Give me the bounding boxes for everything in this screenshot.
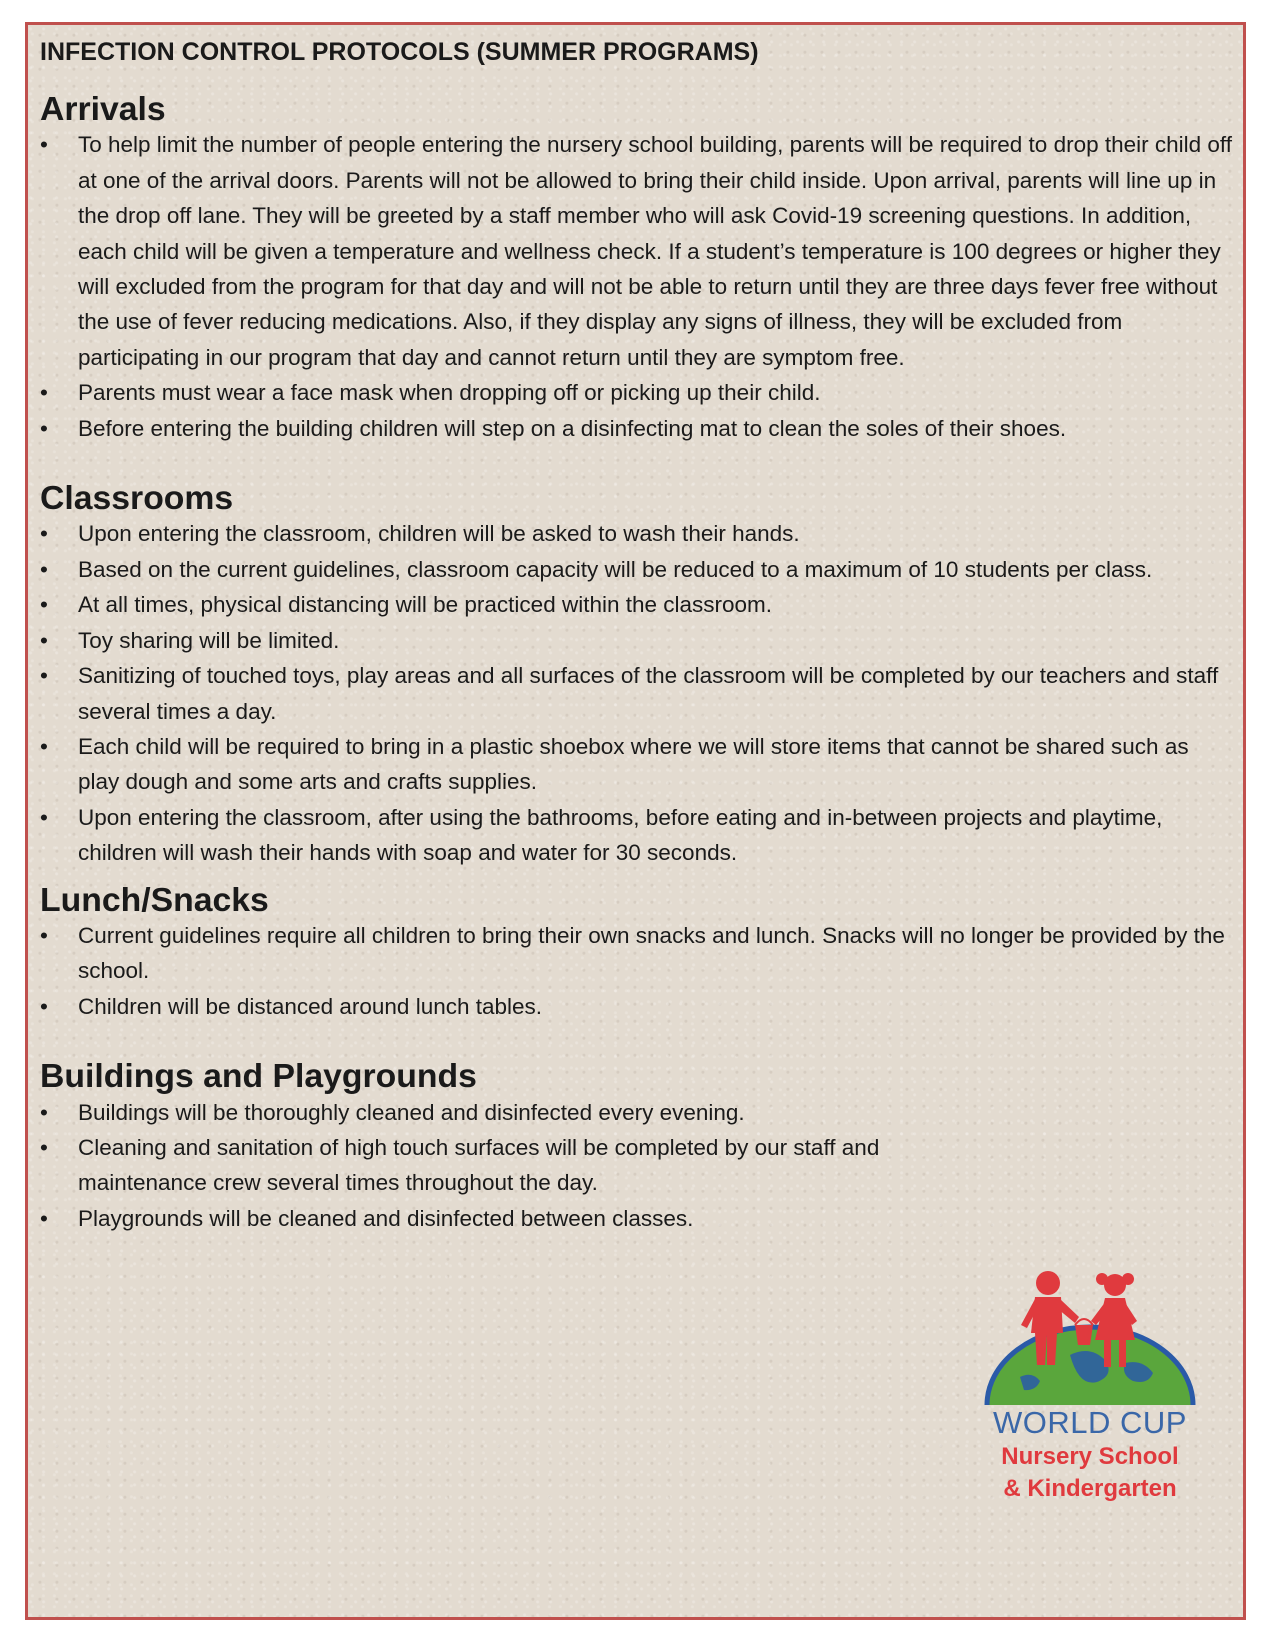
bucket-icon xyxy=(1075,1319,1093,1345)
logo-world-cup: WORLD CUP xyxy=(993,1405,1187,1440)
list-item: • To help limit the number of people entering the nursery school building, parents will be required to drop their child off at one of the arrival doors. Parents will not be allowed to bring their child inside. Upon arrival, parents will line up in the drop off lane. They will be greeted by a staff member who will ask Covid-19 screening questions. In addition, each child will be given a temperature and wellness check. If a student’s temperature is 100 degrees or higher they will excluded from the program for that day and will not be able to return until they are three days fever free without the use of fever reducing medications. Also, if they display any signs of illness, they will be excluded from participating in our program that day and cannot return until they are symptom free. xyxy=(40,127,1236,375)
section-heading-arrivals: Arrivals xyxy=(40,90,166,128)
list-item: • Parents must wear a face mask when dropping off or picking up their child. xyxy=(40,375,1236,410)
section-lunch-snacks xyxy=(40,880,1236,1025)
list-item: • Toy sharing will be limited. xyxy=(40,623,1236,658)
buildings-list xyxy=(40,1095,910,1237)
logo-kindergarten: & Kindergarten xyxy=(1003,1475,1177,1502)
list-item: • Cleaning and sanitation of high touch surfaces will be completed by our staff and maintenance crew several times throughout the day. xyxy=(40,1130,910,1201)
section-heading-lunch: Lunch/Snacks xyxy=(40,880,269,919)
lunch-list xyxy=(40,918,1236,1024)
section-heading-buildings: Buildings and Playgrounds xyxy=(40,1057,477,1096)
list-item: • Sanitizing of touched toys, play areas and all surfaces of the classroom will be completed by our teachers and staff several times a day. xyxy=(40,658,1236,729)
school-logo xyxy=(975,1265,1205,1530)
list-item: • Current guidelines require all children to bring their own snacks and lunch. Snacks will no longer be provided by the school. xyxy=(40,918,1236,989)
section-arrivals xyxy=(40,92,1236,446)
list-item: • Upon entering the classroom, after using the bathrooms, before eating and in-between projects and playtime, children will wash their hands with soap and water for 30 seconds. xyxy=(40,800,1236,871)
list-item: • Based on the current guidelines, classroom capacity will be reduced to a maximum of 10 students per class. xyxy=(40,552,1236,587)
section-buildings-playgrounds xyxy=(40,1059,1236,1236)
list-item: • Upon entering the classroom, children will be asked to wash their hands. xyxy=(40,516,1236,551)
list-item: • Before entering the building children will step on a disinfecting mat to clean the soles of their shoes. xyxy=(40,411,1236,446)
classrooms-list xyxy=(40,516,1236,870)
list-item: • Buildings will be thoroughly cleaned and disinfected every evening. xyxy=(40,1095,910,1130)
list-item: • Children will be distanced around lunch tables. xyxy=(40,989,1236,1024)
arrivals-list xyxy=(40,127,1236,446)
list-item: • At all times, physical distancing will be practiced within the classroom. xyxy=(40,587,1236,622)
logo-nursery-school: Nursery School xyxy=(1001,1443,1179,1470)
section-spacer xyxy=(40,1024,1236,1059)
section-classrooms xyxy=(40,481,1236,870)
document-body xyxy=(40,34,1236,1236)
globe-children-icon xyxy=(975,1265,1205,1405)
logo-wordmark xyxy=(975,1405,1205,1505)
list-item: • Playgrounds will be cleaned and disinfected between classes. xyxy=(40,1201,910,1236)
section-spacer xyxy=(40,446,1236,481)
section-heading-classrooms: Classrooms xyxy=(40,479,234,518)
document-title: INFECTION CONTROL PROTOCOLS (SUMMER PROGRAMS) xyxy=(40,38,759,66)
list-item: • Each child will be required to bring in a plastic shoebox where we will store items that cannot be shared such as play dough and some arts and crafts supplies. xyxy=(40,729,1236,800)
